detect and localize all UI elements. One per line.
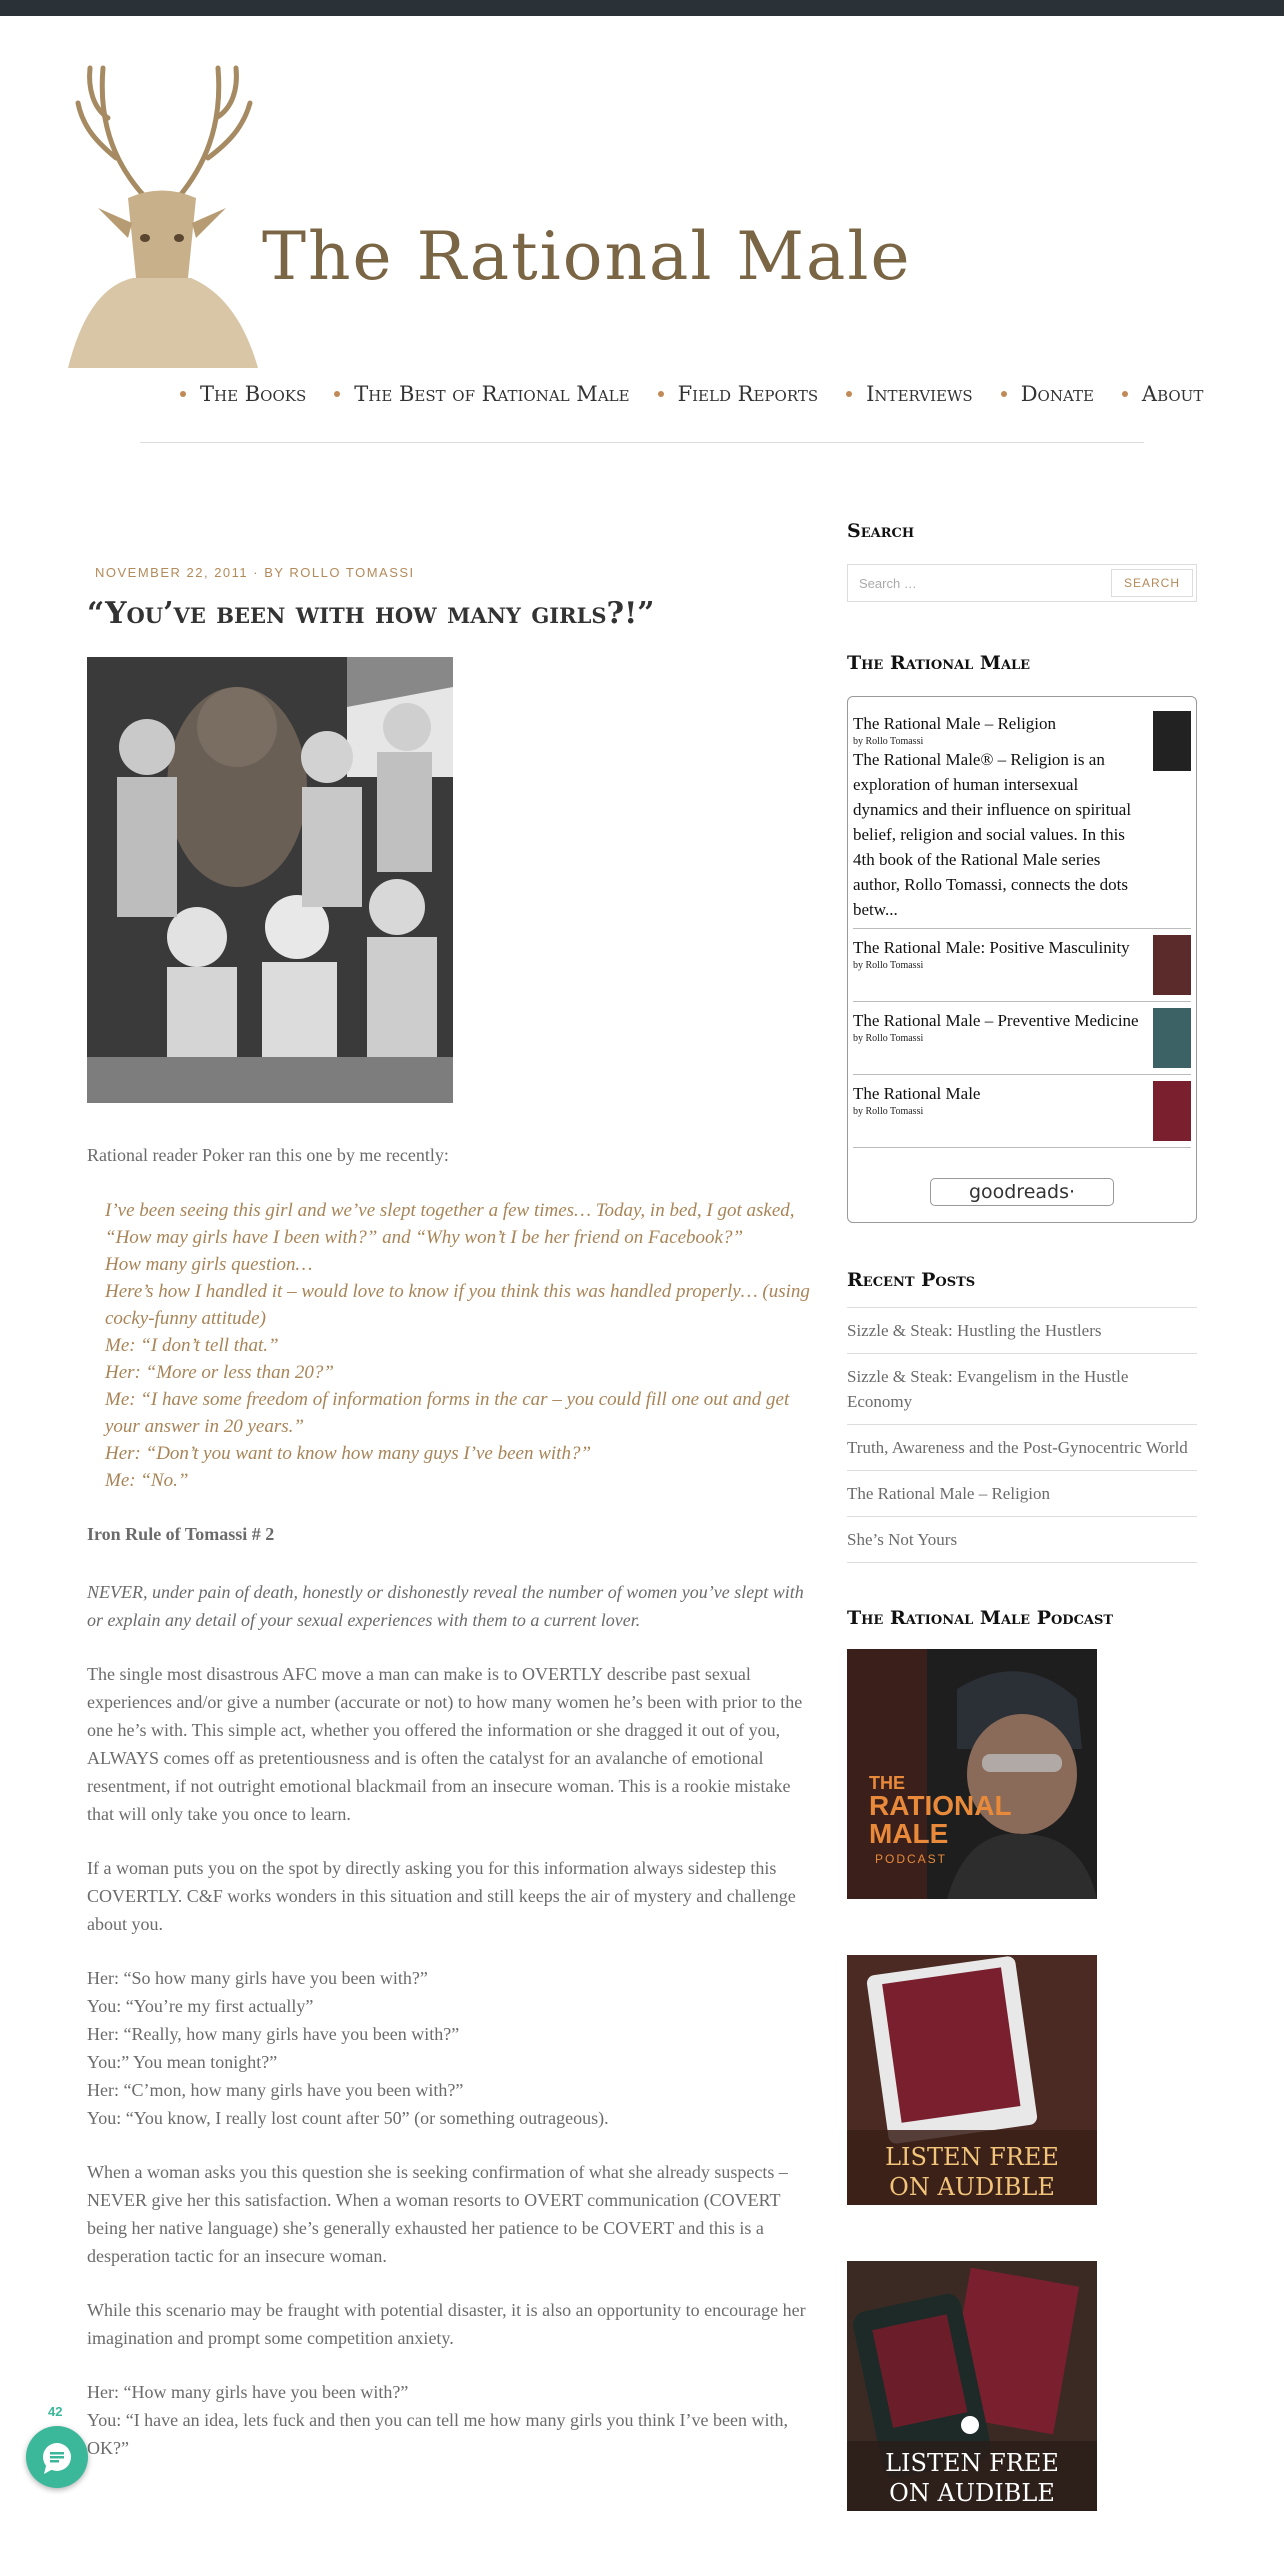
book-item[interactable] [853, 929, 1191, 1002]
post-image-figures [87, 657, 453, 1103]
bullet-icon [180, 391, 186, 397]
book-item[interactable] [853, 1002, 1191, 1075]
nav-item-donate[interactable] [1001, 382, 1094, 406]
podcast-line-4: PODCAST [875, 1852, 948, 1866]
quote-line: Her: “More or less than 20?” [105, 1362, 334, 1383]
comment-count: 42 [48, 2404, 63, 2419]
podcast-line-2: RATIONAL [869, 1790, 1012, 1821]
book-cover[interactable] [1153, 1008, 1191, 1068]
audible-line-1: LISTEN FREE [885, 2449, 1059, 2477]
dialog-line: Her: “How many girls have you been with?” [87, 2382, 409, 2402]
nav-item-field-reports[interactable] [658, 382, 819, 406]
post-image [87, 657, 453, 1103]
top-bar [0, 0, 1284, 16]
quote-line: I’ve been seeing this girl and we’ve slept together a few times… Today, in bed, I got asked, “How may girls have I been with?” and “Why won’t I be her friend on Facebook?” [105, 1200, 795, 1248]
dialog-line: You:” You mean tonight?” [87, 2052, 278, 2072]
audible-banner[interactable] [847, 2261, 1097, 2511]
book-description: The Rational Male® – Religion is an exploration of human intersexual dynamics and their influence on spiritual belief, religion and social values. In this 4th book of the Rational Male series author, Rollo Tomassi, connects the dots betw... [853, 750, 1132, 919]
dialog-line: You: “I have an idea, lets fuck and then you can tell me how many girls you think I’ve been with, OK?” [87, 2410, 788, 2458]
dialog-block [87, 1964, 815, 2132]
post-title[interactable]: “You’ve been with how many girls?!” [87, 596, 655, 631]
book-author: by Rollo Tomassi [853, 736, 924, 747]
book-cover[interactable] [1153, 711, 1191, 771]
search-widget-title: Search [847, 520, 915, 542]
dialog-line: You: “You know, I really lost count after 50” (or something outrageous). [87, 2108, 609, 2128]
nav-divider [140, 442, 1144, 443]
nav-label: Field Reports [677, 382, 819, 406]
search-button[interactable]: SEARCH [1111, 569, 1193, 597]
goodreads-logo[interactable]: goodreads· [930, 1178, 1114, 1206]
bullet-icon [846, 391, 852, 397]
deer-logo[interactable] [28, 48, 296, 368]
blockquote [87, 1197, 815, 1494]
quote-line: Me: “No.” [105, 1470, 189, 1491]
book-cover[interactable] [1153, 1081, 1191, 1141]
audible-line-2: ON AUDIBLE [889, 2173, 1055, 2201]
search-input[interactable]: Search … [859, 575, 917, 591]
book-author: by Rollo Tomassi [853, 1106, 924, 1117]
book-title[interactable]: The Rational Male: Positive Masculinity [853, 938, 1130, 957]
recent-post-link[interactable]: Sizzle & Steak: Evangelism in the Hustle Economy [847, 1353, 1197, 1424]
site-title[interactable]: The Rational Male [262, 218, 912, 295]
dialog-line: Her: “C’mon, how many girls have you been with?” [87, 2080, 464, 2100]
books-widget-title: The Rational Male [847, 652, 1031, 674]
book-title[interactable]: The Rational Male – Preventive Medicine [853, 1011, 1139, 1030]
audible-art [847, 2261, 1097, 2511]
nav-item-about[interactable] [1122, 382, 1203, 406]
book-author: by Rollo Tomassi [853, 1033, 924, 1044]
audible-art [847, 1955, 1097, 2205]
recent-post-link[interactable]: The Rational Male – Religion [847, 1470, 1197, 1516]
post-paragraph: While this scenario may be fraught with potential disaster, it is also an opportunity to encourage her imagination and prompt some competition anxiety. [87, 2300, 806, 2348]
nav-label: About [1141, 382, 1204, 406]
podcast-banner[interactable] [847, 1649, 1097, 1899]
recent-post-link[interactable]: Truth, Awareness and the Post-Gynocentric World [847, 1424, 1197, 1470]
post-article [87, 565, 815, 2462]
book-title[interactable]: The Rational Male – Religion [853, 714, 1057, 733]
post-paragraph: When a woman asks you this question she is seeking confirmation of what she already suspects – NEVER give her this satisfaction. When a woman resorts to OVERT communication (COVERT being her native language) she’s generally exhausted her patience to be COVERT and this is a desperation tactic for an insecure woman. [87, 2162, 788, 2266]
podcast-title: The Rational Male Podcast [847, 1607, 1114, 1629]
quote-line: Me: “I have some freedom of information forms in the car – you could fill one out and get your answer in 20 years.” [105, 1389, 790, 1437]
book-cover[interactable] [1153, 935, 1191, 995]
bullet-icon [658, 391, 664, 397]
bullet-icon [334, 391, 340, 397]
chat-bubble-icon [26, 2426, 88, 2488]
recent-posts-list [847, 1307, 1197, 1563]
quote-line: Me: “I don’t tell that.” [105, 1335, 279, 1356]
nav-item-interviews[interactable] [846, 382, 973, 406]
quote-line: Here’s how I handled it – would love to know if you think this was handled properly… (using cocky-funny attitude) [105, 1281, 810, 1329]
book-author: by Rollo Tomassi [853, 960, 924, 971]
nav-item-best-of[interactable] [334, 382, 629, 406]
quote-line: How many girls question… [105, 1254, 313, 1275]
book-title[interactable]: The Rational Male [853, 1084, 981, 1103]
post-paragraph: If a woman puts you on the spot by directly asking you for this information always sidestep this COVERTLY. C&F works wonders in this situation and still keeps the air of mystery and challenge about you. [87, 1858, 796, 1934]
dialog-line: Her: “So how many girls have you been with?” [87, 1968, 428, 1988]
sidebar [847, 520, 1197, 2511]
nav-label: The Books [200, 382, 307, 406]
dialog-line: You: “You’re my first actually” [87, 1996, 314, 2016]
search-form [847, 564, 1197, 602]
audible-line-2: ON AUDIBLE [889, 2479, 1055, 2507]
post-meta[interactable]: NOVEMBER 22, 2011 · BY ROLLO TOMASSI [95, 565, 415, 580]
nav-label: The Best of Rational Male [354, 382, 630, 406]
dialog-block [87, 2378, 815, 2462]
book-item[interactable] [853, 1075, 1191, 1148]
recent-post-link[interactable]: She’s Not Yours [847, 1516, 1197, 1563]
recent-post-link[interactable]: Sizzle & Steak: Hustling the Hustlers [847, 1307, 1197, 1353]
rule-heading: Iron Rule of Tomassi # 2 [87, 1524, 275, 1544]
nav-item-books[interactable] [180, 382, 306, 406]
dialog-line: Her: “Really, how many girls have you been with?” [87, 2024, 460, 2044]
nav-label: Interviews [866, 382, 973, 406]
bullet-icon [1001, 391, 1007, 397]
bullet-icon [1122, 391, 1128, 397]
podcast-portrait [847, 1649, 1097, 1899]
quote-line: Her: “Don’t you want to know how many guys I’ve been with?” [105, 1443, 592, 1464]
main-nav [180, 382, 1203, 406]
post-paragraph: The single most disastrous AFC move a man can make is to OVERTLY describe past sexual experiences and/or give a number (accurate or not) to how many women he’s been with prior to the one he’s with. This simple act, whether you offered the information or she dragged it out of you, ALWAYS comes off as pretentiousness and is often the catalyst for an avalanche of emotional resentment, if not outright emotional blackmail from an insecure woman. This is a rookie mistake that will only take you once to learn. [87, 1664, 803, 1824]
audible-line-1: LISTEN FREE [885, 2143, 1059, 2171]
chat-button[interactable] [26, 2426, 88, 2488]
post-intro: Rational reader Poker ran this one by me recently: [87, 1145, 449, 1165]
rule-text: NEVER, under pain of death, honestly or dishonestly reveal the number of women you’ve slept with or explain any detail of your sexual experiences with them to a current lover. [87, 1582, 804, 1630]
audible-banner[interactable] [847, 1955, 1097, 2205]
book-item[interactable] [853, 705, 1191, 929]
nav-label: Donate [1020, 382, 1094, 406]
recent-posts-title: Recent Posts [847, 1269, 976, 1291]
podcast-line-3: MALE [869, 1818, 949, 1849]
goodreads-widget [847, 696, 1197, 1223]
podcast-line-1: THE [869, 1773, 905, 1793]
